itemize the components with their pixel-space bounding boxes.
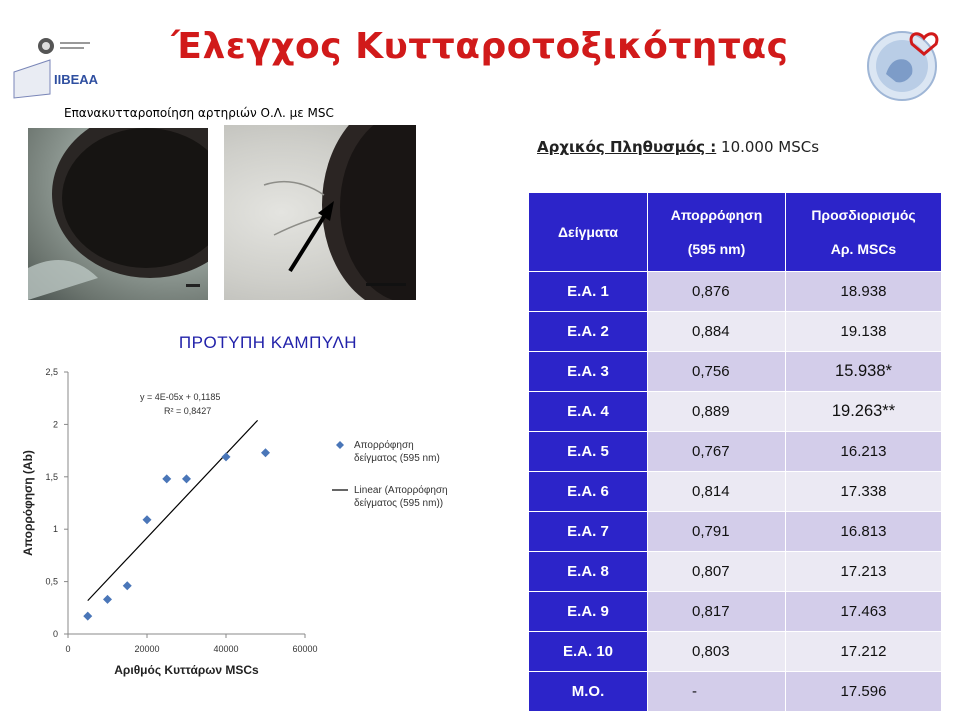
initial-population — [537, 138, 819, 156]
table-row — [529, 632, 942, 672]
logo-text: ΙΙΒΕΑΑ — [54, 72, 98, 87]
artery-photo-1 — [28, 128, 208, 300]
table-row — [529, 552, 942, 592]
cell-absorbance: 0,876 — [648, 272, 786, 312]
artery-photo-2 — [224, 125, 416, 300]
table-row — [529, 512, 942, 552]
cell-absorbance: 0,756 — [648, 352, 786, 392]
cell-absorbance: 0,889 — [648, 392, 786, 432]
cell-cell-count: 17.338 — [786, 472, 942, 512]
y-tick-label: 1,5 — [45, 471, 58, 482]
x-tick-label: 0 — [65, 644, 71, 654]
y-tick-label: 2,5 — [45, 367, 58, 377]
cell-absorbance: 0,814 — [648, 472, 786, 512]
legend-label-series: Απορρόφηση — [354, 440, 414, 451]
cell-absorbance: 0,803 — [648, 632, 786, 672]
cell-absorbance: - — [648, 672, 786, 712]
table-row — [529, 272, 942, 312]
data-point — [222, 452, 231, 461]
cell-cell-count: 19.263** — [786, 392, 942, 432]
col-header-samples: Δείγματα — [529, 193, 648, 272]
table-row — [529, 392, 942, 432]
cell-sample: Ε.Α. 10 — [529, 632, 648, 672]
cell-absorbance: 0,884 — [648, 312, 786, 352]
col-header-absorbance: Απορρόφηση (595 nm) — [648, 193, 786, 272]
table-row — [529, 592, 942, 632]
cell-sample: Ε.Α. 6 — [529, 472, 648, 512]
table-row — [529, 672, 942, 712]
table-row — [529, 432, 942, 472]
data-point — [103, 595, 112, 604]
y-tick-label: 1 — [52, 524, 58, 535]
trend-r-squared: R² = 0,8427 — [164, 406, 212, 416]
x-tick-label: 60000 — [292, 644, 318, 654]
data-point — [143, 515, 152, 524]
cell-sample: Ε.Α. 2 — [529, 312, 648, 352]
data-point — [182, 474, 191, 483]
legend-marker-series — [336, 441, 344, 449]
table-row — [529, 352, 942, 392]
cell-cell-count: 15.938* — [786, 352, 942, 392]
page-title: Έλεγχος Κυτταροτοξικότητας — [171, 26, 789, 67]
y-tick-label: 0,5 — [45, 576, 58, 587]
table-row — [529, 312, 942, 352]
col-header-count: Προσδιορισμός Αρ. MSCs — [786, 193, 942, 272]
images-caption: Επανακυτταροποίηση αρτηριών Ο.Λ. με MSC — [64, 106, 334, 120]
trendline — [88, 420, 258, 600]
y-tick-label: 0 — [52, 629, 58, 639]
results-table — [528, 192, 942, 712]
x-axis-label: Αριθμός Κυττάρων MSCs — [114, 663, 259, 677]
cell-sample: Μ.Ο. — [529, 672, 648, 712]
legend-label-series: δείγματος (595 nm) — [354, 453, 440, 464]
initial-population-value: 10.000 MSCs — [721, 138, 820, 156]
cell-sample: Ε.Α. 8 — [529, 552, 648, 592]
legend-label-trendline: δείγματος (595 nm)) — [354, 498, 444, 509]
chart-title: ΠΡΟΤΥΠΗ ΚΑΜΠΥΛΗ — [178, 333, 358, 352]
legend-label-trendline: Linear (Απορρόφηση — [354, 485, 448, 496]
trend-equation: y = 4E-05x + 0,1185 — [140, 392, 221, 402]
data-point — [162, 474, 171, 483]
cell-absorbance: 0,791 — [648, 512, 786, 552]
cell-sample: Ε.Α. 3 — [529, 352, 648, 392]
initial-population-label: Αρχικός Πληθυσμός : — [537, 138, 717, 156]
data-point — [123, 581, 132, 590]
table-header-row — [529, 193, 942, 272]
cell-cell-count: 16.213 — [786, 432, 942, 472]
table-row — [529, 472, 942, 512]
standard-curve-chart — [18, 330, 518, 690]
cell-absorbance: 0,807 — [648, 552, 786, 592]
cell-sample: Ε.Α. 9 — [529, 592, 648, 632]
cell-sample: Ε.Α. 1 — [529, 272, 648, 312]
x-tick-label: 20000 — [134, 644, 160, 654]
cell-absorbance: 0,767 — [648, 432, 786, 472]
cell-sample: Ε.Α. 7 — [529, 512, 648, 552]
heart-logo — [862, 22, 952, 106]
cell-absorbance: 0,817 — [648, 592, 786, 632]
cell-cell-count: 17.596 — [786, 672, 942, 712]
y-tick-label: 2 — [52, 419, 58, 430]
cell-sample: Ε.Α. 4 — [529, 392, 648, 432]
cell-cell-count: 18.938 — [786, 272, 942, 312]
cell-cell-count: 17.463 — [786, 592, 942, 632]
cell-cell-count: 16.813 — [786, 512, 942, 552]
cell-cell-count: 19.138 — [786, 312, 942, 352]
data-point — [83, 612, 92, 621]
y-axis-label: Απορρόφηση (Ab) — [21, 450, 35, 556]
cell-sample: Ε.Α. 5 — [529, 432, 648, 472]
x-tick-label: 40000 — [213, 644, 239, 654]
cell-cell-count: 17.213 — [786, 552, 942, 592]
cell-cell-count: 17.212 — [786, 632, 942, 672]
data-point — [261, 448, 270, 457]
